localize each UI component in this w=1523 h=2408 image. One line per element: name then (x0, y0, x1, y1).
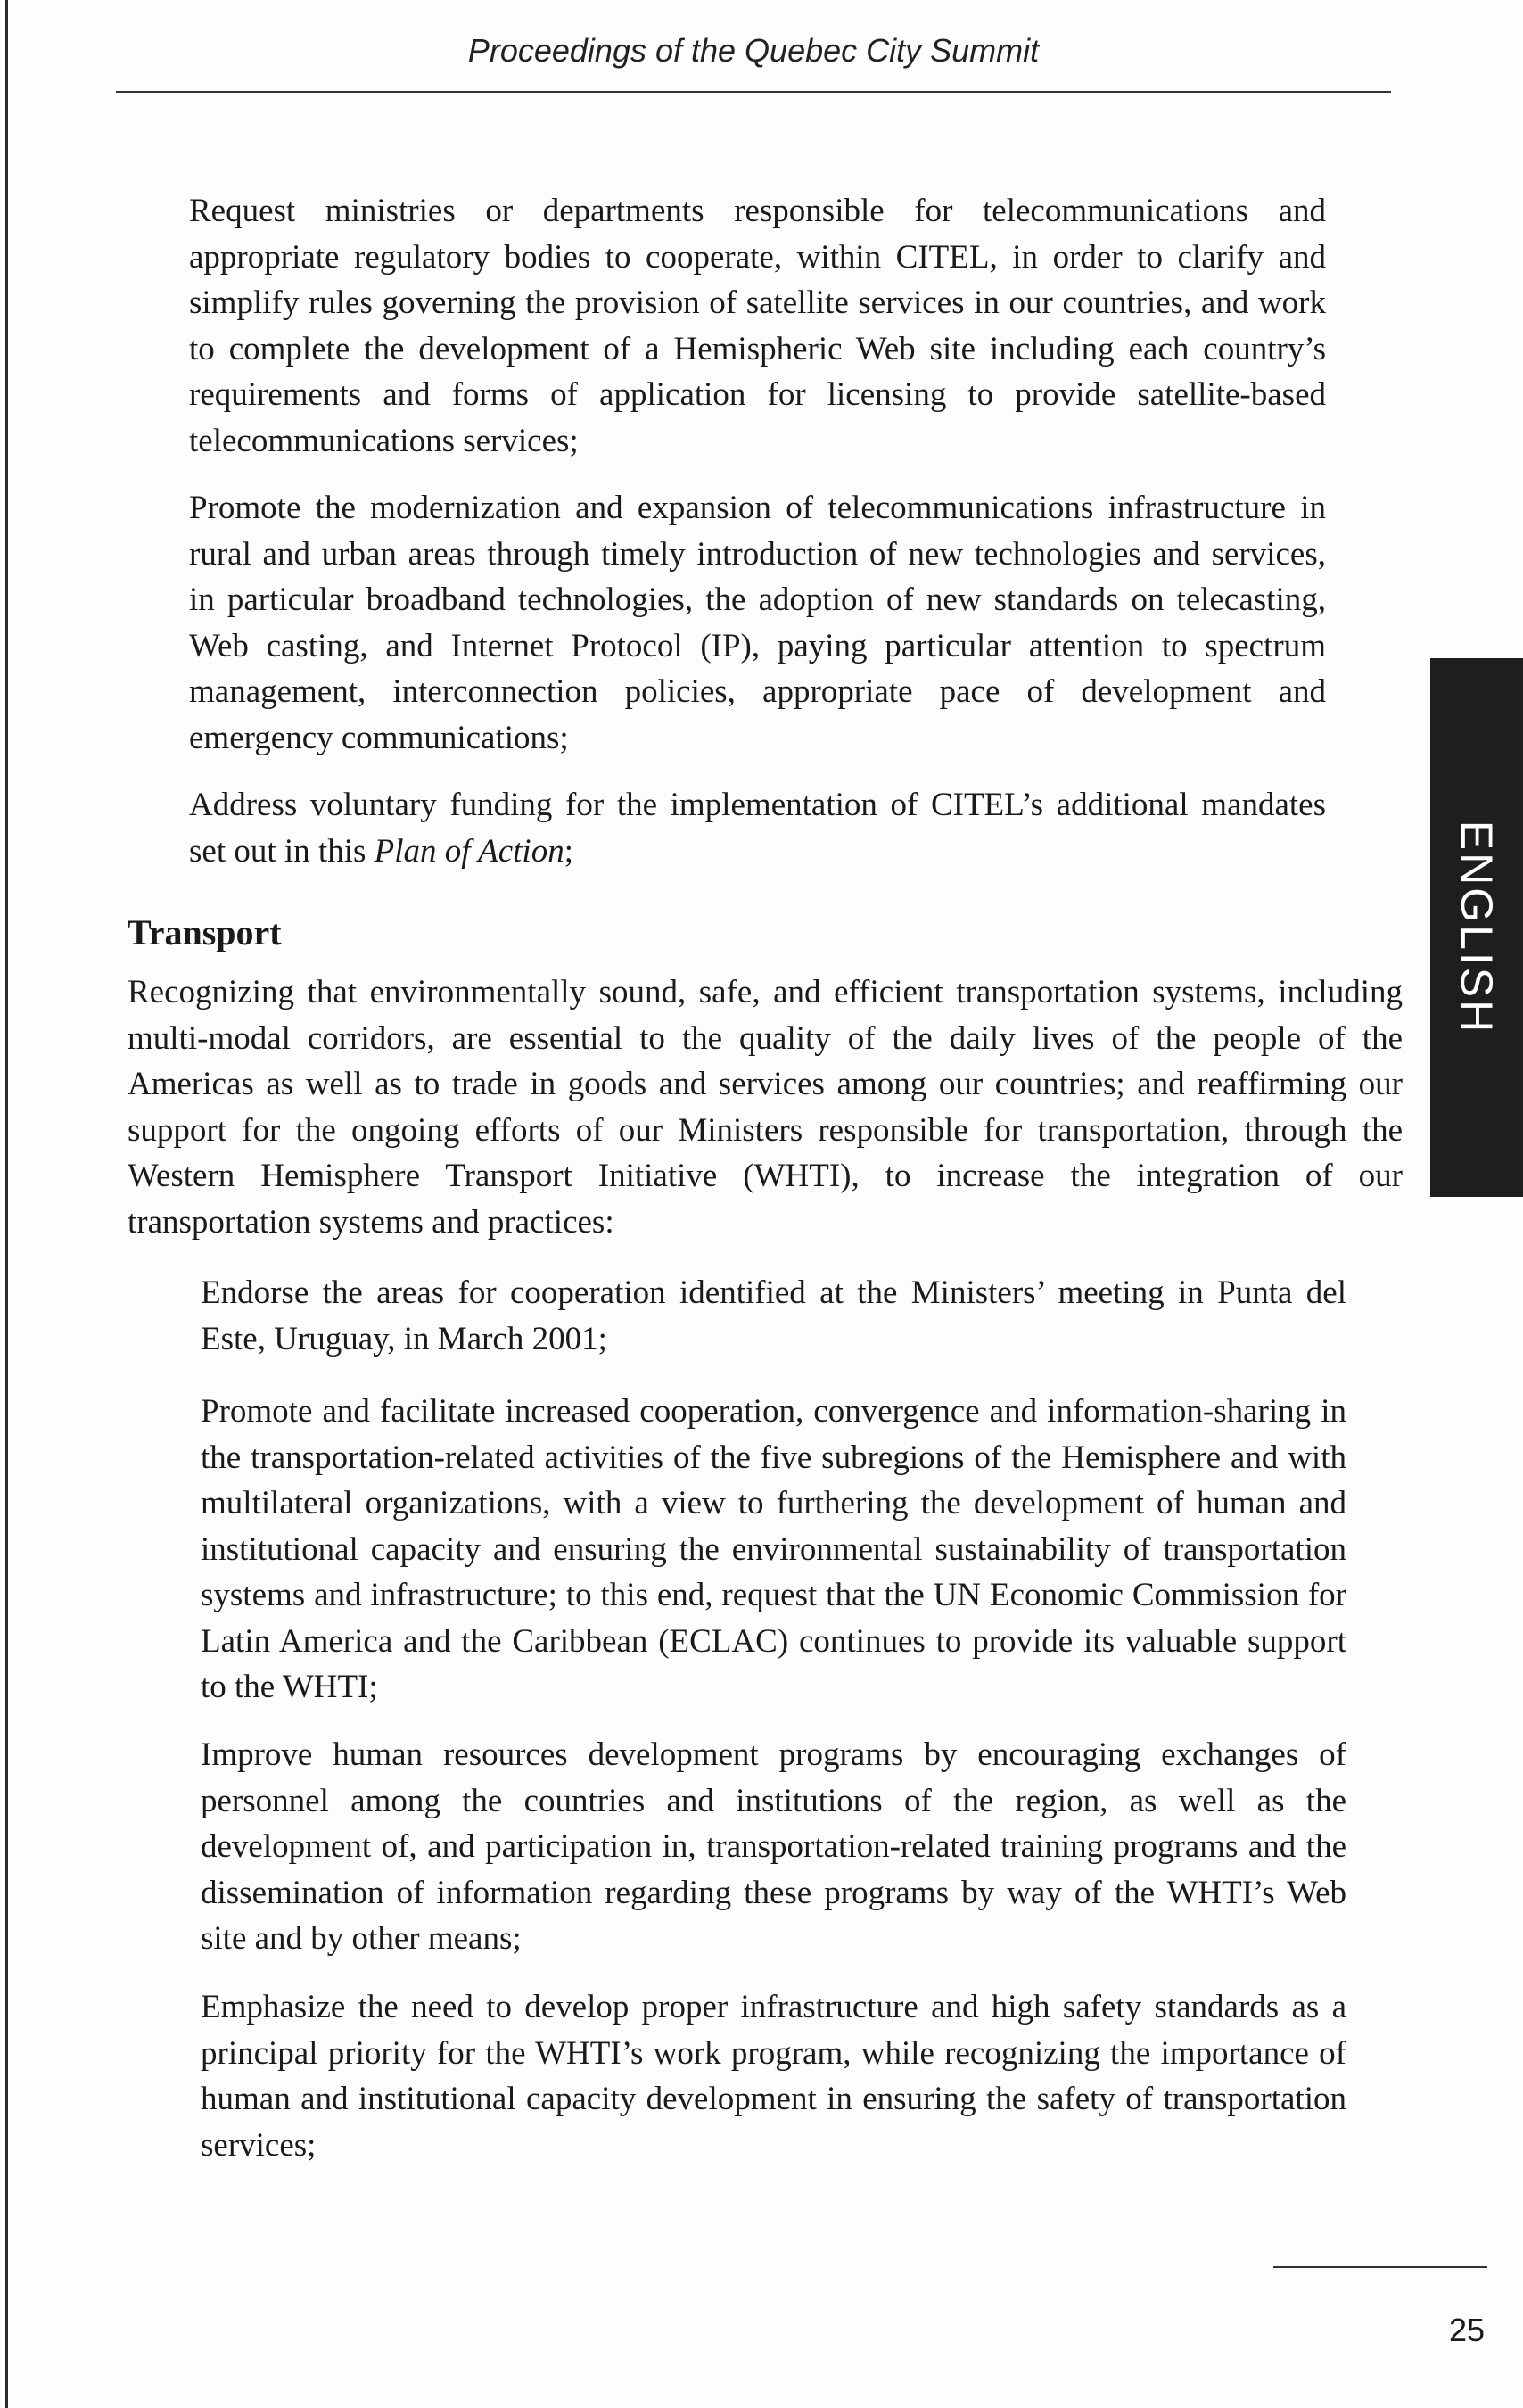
page-number: 25 (1448, 2312, 1485, 2348)
section-heading-transport: Transport (128, 912, 282, 952)
language-side-tab (1430, 658, 1523, 1197)
running-header: Proceedings of the Quebec City Summit (467, 32, 1040, 69)
language-tab-label: ENGLISH (1452, 820, 1502, 1035)
paragraph-telecom-modernization: Promote the modernization and expansion of telecommunications infrastructure in rural and urban areas through timely introduction of new technologies and services, in particular broadband technologies, the adoption of new standards on telecasting, Web casting, and Internet Protocol (IP), paying particular attention to spectrum management, interconnection policies, appropriate pace of development and emergency communications; (189, 490, 1326, 756)
paragraph-human-resources: Improve human resources development programs by encouraging exchanges of personnel among the countries and institutions of the region, as well as the development of, and participation in, transportation-related training programs and the dissemination of information regarding these programs by way of the WHTI’s Web site and by other means; (201, 1736, 1346, 1957)
paragraph-promote-cooperation: Promote and facilitate increased cooperation, convergence and information-sharing in the transportation-related activities of the five subregions of the Hemisphere and with multilateral organizations, with a view to furthering the development of human and institutional capacity and ensuring the environmental sustainability of transportation systems and infrastructure; to this end, request that the UN Economic Commission for Latin America and the Caribbean (ECLAC) continues to provide its valuable support to the WHTI; (201, 1393, 1346, 1705)
footer-rule (1273, 2266, 1487, 2268)
paragraph-endorse-areas: Endorse the areas for cooperation identified at the Ministers’ meeting in Punta del Este, Uruguay, in March 2001; (201, 1274, 1346, 1357)
paragraph-transport-preamble: Recognizing that environmentally sound, safe, and efficient transportation systems, including multi-modal corridors, are essential to the quality of the daily lives of the people of the Americas as well as to trade in goods and services among our countries; and reaffirming our support for the ongoing efforts of our Ministers responsible for transportation, through the Western Hemisphere Transport Initiative (WHTI), to increase the integration of our transportation systems and practices: (128, 974, 1403, 1241)
paragraph-citel-funding (189, 782, 1326, 874)
paragraph-safety-standards: Emphasize the need to develop proper infrastructure and high safety standards as a principal priority for the WHTI’s work program, while recognizing the importance of human and institutional capacity development in ensuring the safety of transportation services; (201, 1989, 1346, 2164)
paragraph-satellite-services: Request ministries or departments responsible for telecommunications and appropriate regulatory bodies to cooperate, within CITEL, in order to clarify and simplify rules governing the provision of satellite services in our countries, and work to complete the development of a Hemispheric Web site including each country’s requirements and forms of application for licensing to provide satellite-based telecommunications services; (189, 193, 1326, 459)
plan-of-action-italic: Plan of Action (374, 832, 564, 870)
citel-funding-text: Address voluntary funding for the implementation of CITEL’s additional mandates set out in this (189, 787, 1326, 870)
binding-edge (5, 0, 8, 2408)
citel-funding-end: ; (564, 832, 573, 870)
header-rule (116, 91, 1391, 93)
